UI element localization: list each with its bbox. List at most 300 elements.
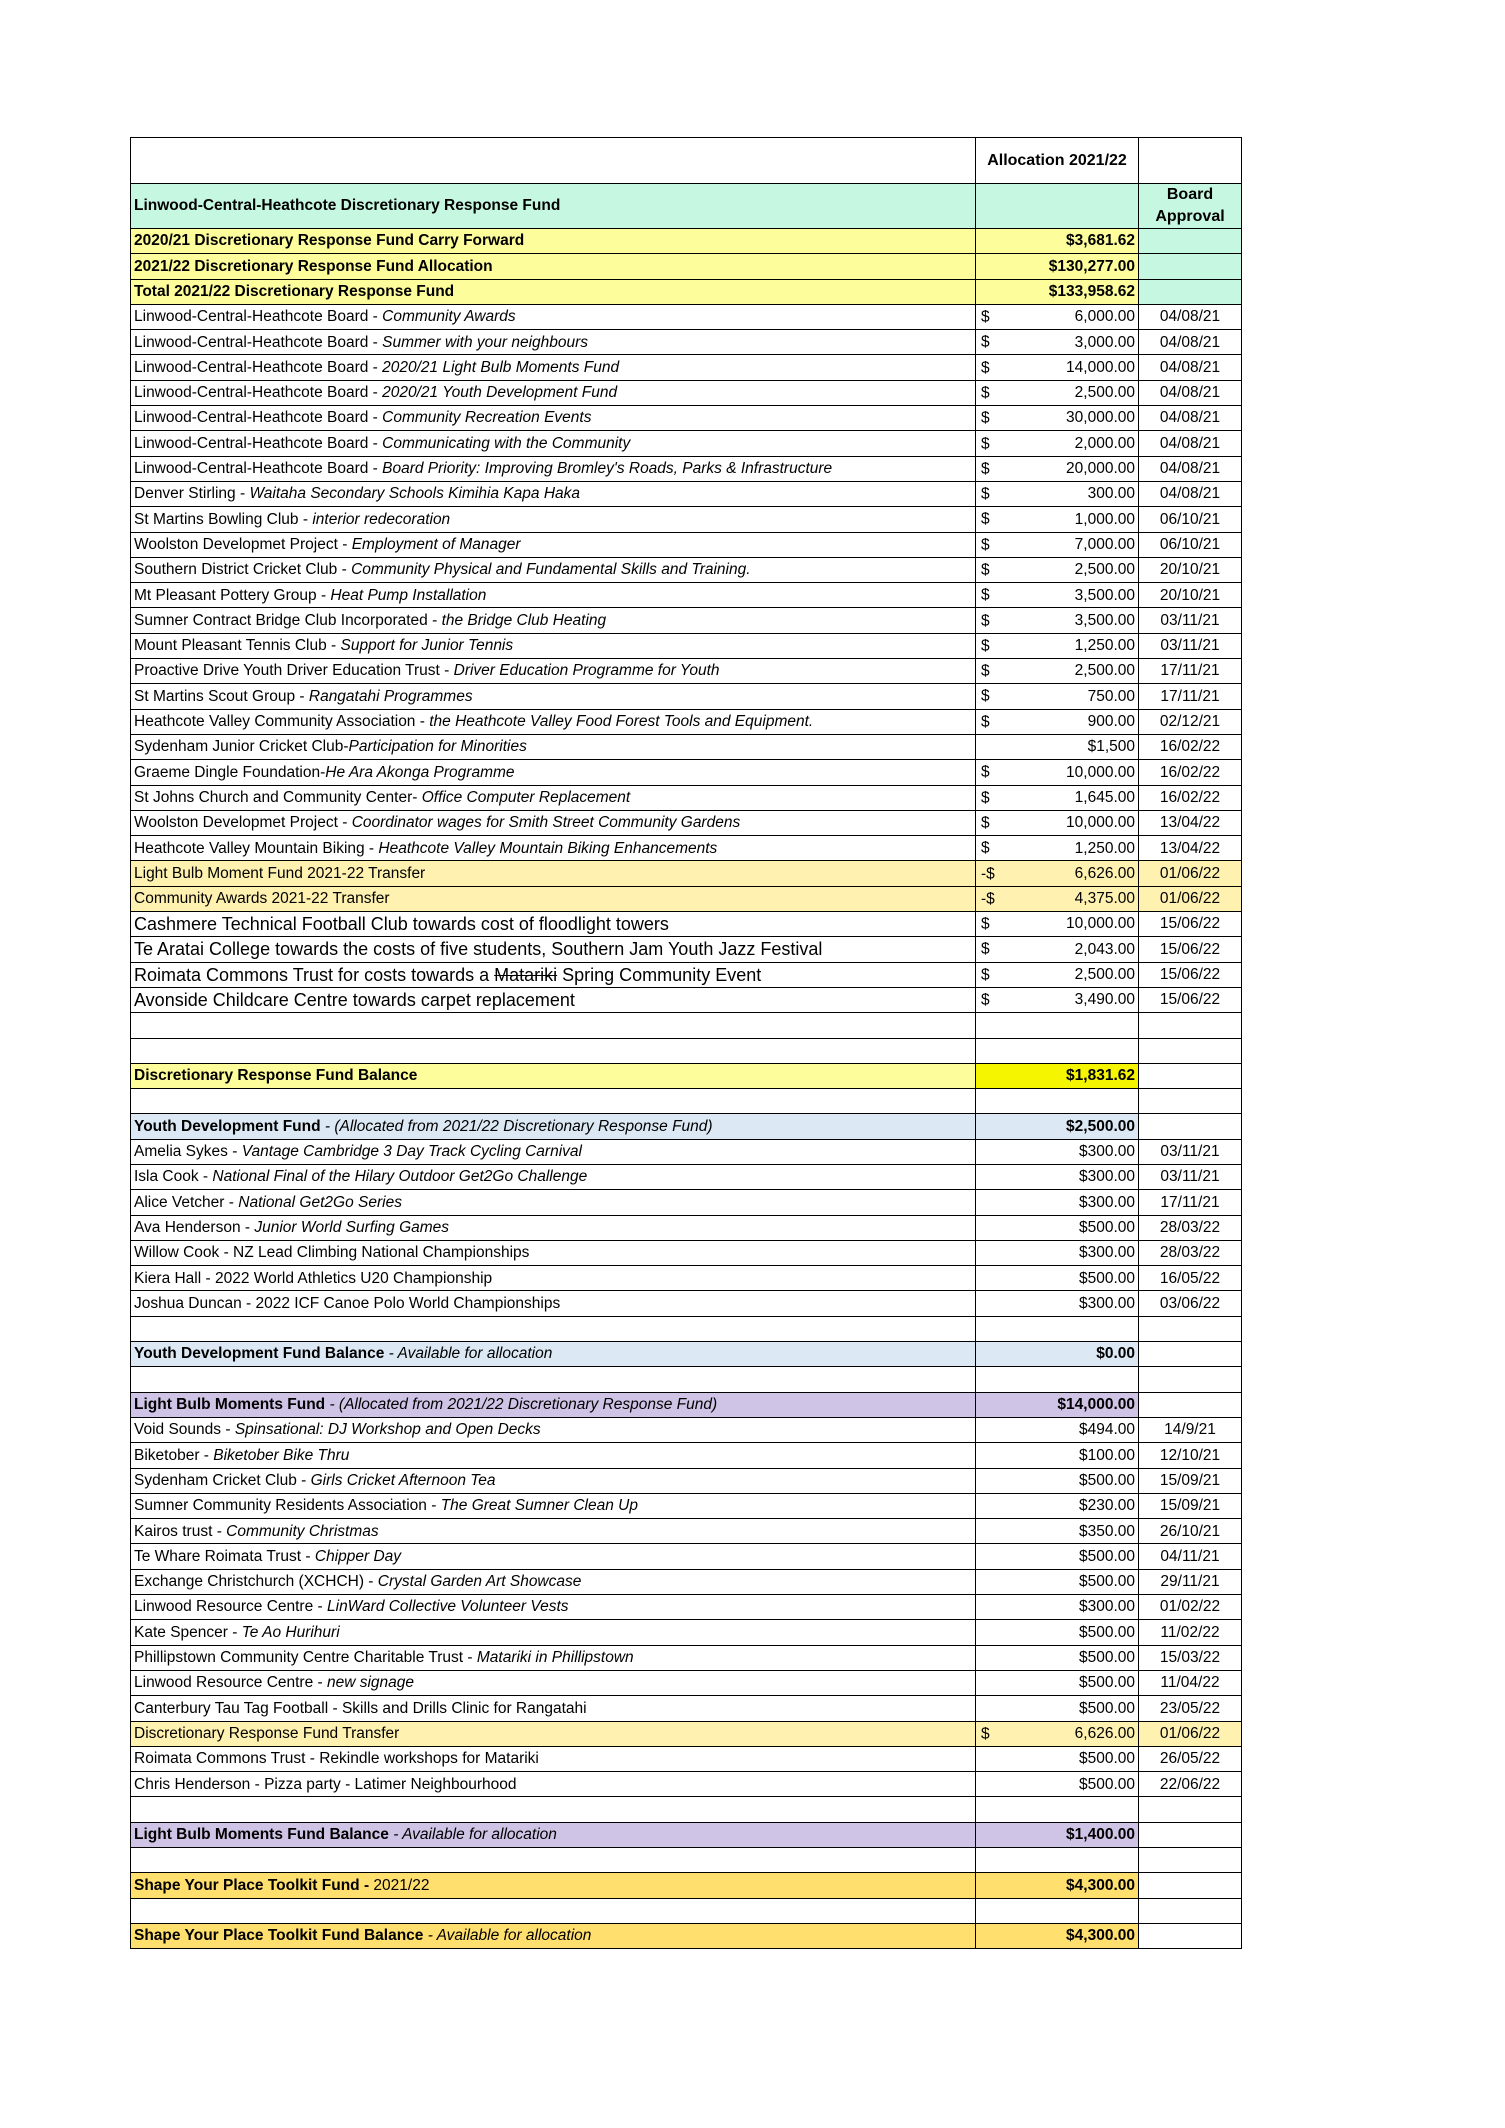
description-cell <box>131 1746 976 1771</box>
grant-separator: - <box>320 763 326 781</box>
amount-cell <box>976 1342 1139 1367</box>
description-cell <box>131 886 976 911</box>
description-cell <box>131 481 976 506</box>
amount-value: $300.00 <box>1078 1598 1135 1616</box>
youth-grant-row <box>131 1139 1242 1164</box>
amount-value: $14,000.00 <box>1057 1396 1135 1414</box>
approval-date-cell <box>1139 1342 1242 1367</box>
description-cell <box>131 659 976 684</box>
amount-cell <box>976 1240 1139 1265</box>
amount-value: $500.00 <box>1078 1623 1135 1641</box>
description-cell <box>131 734 976 759</box>
approval-date-cell: 13/04/22 <box>1139 810 1242 835</box>
lightbulb-grant-row <box>131 1696 1242 1721</box>
approval-date-cell: 17/11/21 <box>1139 1190 1242 1215</box>
currency-symbol: $ <box>981 460 990 478</box>
approval-date-cell <box>1139 1063 1242 1088</box>
grant-description <box>134 965 761 985</box>
grant-separator: - <box>241 1294 256 1312</box>
youth-grant-row <box>131 1240 1242 1265</box>
description-cell <box>131 1923 976 1948</box>
grant-organisation: Linwood-Central-Heathcote Board <box>134 358 369 376</box>
amount-cell <box>976 810 1139 835</box>
description-cell <box>131 1215 976 1240</box>
amount-value: 4,375.00 <box>1074 890 1135 908</box>
approval-date-cell <box>1139 1898 1242 1923</box>
grant-separator: - <box>313 1674 327 1692</box>
grant-separator: - <box>343 738 349 756</box>
grant-row <box>131 532 1242 557</box>
amount-value: 2,500.00 <box>1074 384 1135 402</box>
description-cell <box>131 1544 976 1569</box>
grant-separator: - <box>415 713 430 731</box>
approval-date-cell: 16/02/22 <box>1139 734 1242 759</box>
approval-date-cell: 04/08/21 <box>1139 431 1242 456</box>
amount-cell <box>976 1468 1139 1493</box>
header-blank-date-cell <box>1139 138 1242 184</box>
currency-symbol: $ <box>981 358 990 376</box>
currency-symbol: -$ <box>981 890 995 908</box>
grant-description <box>134 990 575 1010</box>
amount-cell <box>976 1772 1139 1797</box>
grant-separator: - <box>337 561 352 579</box>
recipient-name: Isla Cook <box>134 1168 199 1186</box>
approval-date-cell: 28/03/22 <box>1139 1215 1242 1240</box>
board-approval-header: Board Approval <box>1155 186 1225 225</box>
grant-purpose: Crystal Garden Art Showcase <box>377 1573 582 1591</box>
youth-fund-title: Youth Development Fund <box>134 1117 321 1135</box>
amount-cell <box>976 760 1139 785</box>
grant-purpose: Board Priority: Improving Bromley's Roads, Parks & Infrastructure <box>382 460 833 478</box>
amount-cell <box>976 937 1139 962</box>
description-cell <box>131 1772 976 1797</box>
description-cell <box>131 1367 976 1392</box>
grant-organisation: Linwood-Central-Heathcote Board <box>134 333 369 351</box>
approval-date-cell: 15/06/22 <box>1139 987 1242 1012</box>
description-cell <box>131 229 976 254</box>
grant-row <box>131 355 1242 380</box>
grant-separator: - <box>427 611 442 629</box>
approval-date-cell <box>1139 279 1242 304</box>
approval-date-cell: 26/10/21 <box>1139 1519 1242 1544</box>
description-cell <box>131 937 976 962</box>
amount-cell <box>976 355 1139 380</box>
lightbulb-grant-row <box>131 1772 1242 1797</box>
approval-date-cell <box>1139 1114 1242 1139</box>
grant-separator: - <box>368 308 383 326</box>
amount-cell <box>976 1013 1139 1038</box>
approval-date-cell <box>1139 1089 1242 1114</box>
fund-spreadsheet <box>130 137 1242 1949</box>
grant-separator: - <box>439 662 454 680</box>
description-cell <box>131 1038 976 1063</box>
approval-date-cell: 20/10/21 <box>1139 583 1242 608</box>
amount-cell <box>976 1139 1139 1164</box>
grant-separator: - <box>368 358 383 376</box>
amount-value: $500.00 <box>1078 1547 1135 1565</box>
grant-purpose: Support for Junior Tennis <box>340 637 514 655</box>
description-cell <box>131 912 976 937</box>
amount-value: 2,000.00 <box>1074 434 1135 452</box>
currency-symbol: -$ <box>981 864 995 882</box>
amount-value: $494.00 <box>1078 1421 1135 1439</box>
grant-purpose: Heat Pump Installation <box>330 586 487 604</box>
grant-purpose: 2020/21 Youth Development Fund <box>382 384 618 402</box>
approval-date-cell: 01/06/22 <box>1139 861 1242 886</box>
description-cell <box>131 1190 976 1215</box>
grant-organisation: Mt Pleasant Pottery Group <box>134 586 317 604</box>
grant-row <box>131 557 1242 582</box>
amount-value: 1,250.00 <box>1074 839 1135 857</box>
amount-cell <box>976 1063 1139 1088</box>
amount-value: $2,500.00 <box>1066 1117 1135 1135</box>
description-cell <box>131 608 976 633</box>
approval-date-cell: 04/08/21 <box>1139 406 1242 431</box>
blank-row <box>131 1316 1242 1341</box>
grant-row <box>131 583 1242 608</box>
grant-purpose: LinWard Collective Volunteer Vests <box>327 1598 569 1616</box>
currency-symbol: $ <box>981 687 990 705</box>
amount-cell <box>976 1417 1139 1442</box>
grant-purpose: Girls Cricket Afternoon Tea <box>310 1471 496 1489</box>
grant-row <box>131 431 1242 456</box>
grant-purpose: Matariki in Phillipstown <box>476 1649 634 1667</box>
amount-cell <box>976 1848 1139 1873</box>
description-cell <box>131 1164 976 1189</box>
grant-purpose: Participation for Minorities <box>348 738 527 756</box>
grant-row <box>131 684 1242 709</box>
recipient-name: Kairos trust <box>134 1522 213 1540</box>
grant-organisation: St Martins Scout Group <box>134 687 296 705</box>
grant-separator: - <box>227 1623 242 1641</box>
recipient-name: Joshua Duncan <box>134 1294 242 1312</box>
currency-symbol: $ <box>981 561 990 579</box>
description-cell <box>131 330 976 355</box>
amount-cell <box>976 1645 1139 1670</box>
approval-date-cell: 04/08/21 <box>1139 380 1242 405</box>
youth-grant-row <box>131 1266 1242 1291</box>
grant-purpose: Office Computer Replacement <box>421 788 631 806</box>
amount-value: 10,000.00 <box>1066 915 1135 933</box>
grant-purpose: interior redecoration <box>312 510 451 528</box>
grant-purpose: Rangatahi Programmes <box>308 687 473 705</box>
description-cell <box>131 1240 976 1265</box>
amount-value: $4,300.00 <box>1066 1927 1135 1945</box>
description-cell <box>131 1620 976 1645</box>
grant-purpose: Employment of Manager <box>351 535 521 553</box>
approval-date-cell <box>1139 1013 1242 1038</box>
lightbulb-grant-row <box>131 1544 1242 1569</box>
approval-date-cell: 26/05/22 <box>1139 1746 1242 1771</box>
description-cell <box>131 1721 976 1746</box>
currency-symbol: $ <box>981 485 990 503</box>
grant-purpose: Community Physical and Fundamental Skills and Training. <box>351 561 751 579</box>
recipient-name: Exchange Christchurch (XCHCH) <box>134 1573 364 1591</box>
description-cell <box>131 1316 976 1341</box>
youth-grant-row <box>131 1215 1242 1240</box>
description-cell <box>131 1468 976 1493</box>
grant-organisation: Linwood-Central-Heathcote Board <box>134 460 369 478</box>
transfer-label: Community Awards 2021-22 Transfer <box>134 890 390 908</box>
amount-cell <box>976 659 1139 684</box>
grant-separator: - <box>198 1168 213 1186</box>
grant-organisation: St Martins Bowling Club <box>134 510 299 528</box>
description-cell <box>131 1898 976 1923</box>
approval-date-cell <box>1139 1797 1242 1822</box>
amount-value: 20,000.00 <box>1066 460 1135 478</box>
approval-date-cell: 16/02/22 <box>1139 785 1242 810</box>
shape-fund-header-row <box>131 1873 1242 1898</box>
youth-balance-label: Youth Development Fund Balance <box>134 1345 385 1363</box>
amount-value: $300.00 <box>1078 1244 1135 1262</box>
amount-value: $500.00 <box>1078 1471 1135 1489</box>
grant-purpose: new signage <box>327 1674 415 1692</box>
amount-cell <box>976 836 1139 861</box>
amount-cell <box>976 431 1139 456</box>
amount-value: 3,500.00 <box>1074 586 1135 604</box>
grant-separator: - <box>337 535 352 553</box>
description-cell <box>131 557 976 582</box>
amount-cell <box>976 861 1139 886</box>
grant-separator: - <box>368 384 383 402</box>
currency-symbol: $ <box>981 713 990 731</box>
grant-organisation: Linwood-Central-Heathcote Board <box>134 409 369 427</box>
amount-value: 900.00 <box>1087 713 1135 731</box>
approval-date-cell: 04/08/21 <box>1139 355 1242 380</box>
youth-balance-note: - Available for allocation <box>384 1345 553 1363</box>
recipient-name: Willow Cook <box>134 1244 220 1262</box>
grant-organisation: Graeme Dingle Foundation <box>134 763 321 781</box>
grant-separator: - <box>368 460 383 478</box>
amount-cell <box>976 279 1139 304</box>
description-cell <box>131 1696 976 1721</box>
grant-separator: - <box>219 1244 234 1262</box>
grant-purpose: Vantage Cambridge 3 Day Track Cycling Carnival <box>241 1143 582 1161</box>
lightbulb-grant-row <box>131 1569 1242 1594</box>
grant-separator: - <box>224 1193 239 1211</box>
youth-grant-row <box>131 1190 1242 1215</box>
youth-balance-row <box>131 1342 1242 1367</box>
grant-row <box>131 659 1242 684</box>
description-cell <box>131 1595 976 1620</box>
amount-cell <box>976 987 1139 1012</box>
description-cell <box>131 987 976 1012</box>
grant-purpose: Community Christmas <box>226 1522 379 1540</box>
description-cell <box>131 810 976 835</box>
lightbulb-transfer-row <box>131 1721 1242 1746</box>
grant-organisation: St Johns Church and Community Center <box>134 788 413 806</box>
lightbulb-balance-label: Light Bulb Moments Fund Balance <box>134 1826 389 1844</box>
blank-row <box>131 1797 1242 1822</box>
description-cell <box>131 785 976 810</box>
amount-value: $500.00 <box>1078 1269 1135 1287</box>
grant-purpose: Te Ao Hurihuri <box>241 1623 340 1641</box>
approval-date-cell: 01/02/22 <box>1139 1595 1242 1620</box>
amount-cell <box>976 1114 1139 1139</box>
approval-date-cell: 15/09/21 <box>1139 1493 1242 1518</box>
grant-purpose: National Final of the Hilary Outdoor Get2Go Challenge <box>212 1168 588 1186</box>
grant-purpose: the Bridge Club Heating <box>441 611 607 629</box>
amount-cell <box>976 1291 1139 1316</box>
amount-cell <box>976 1822 1139 1847</box>
struck-word: Matariki <box>494 964 558 985</box>
grant-row <box>131 734 1242 759</box>
currency-symbol: $ <box>981 409 990 427</box>
approval-date-cell: 12/10/21 <box>1139 1443 1242 1468</box>
amount-cell <box>976 1620 1139 1645</box>
amount-cell <box>976 1797 1139 1822</box>
currency-symbol: $ <box>981 940 990 958</box>
fund-title: Linwood-Central-Heathcote Discretionary Response Fund <box>131 184 976 229</box>
grant-row <box>131 330 1242 355</box>
amount-value: 6,000.00 <box>1074 308 1135 326</box>
description-cell <box>131 1848 976 1873</box>
lightbulb-grant-row <box>131 1443 1242 1468</box>
grant-separator: - <box>298 510 313 528</box>
blank-row <box>131 1848 1242 1873</box>
currency-symbol: $ <box>981 915 990 933</box>
amount-value: 1,645.00 <box>1074 788 1135 806</box>
approval-date-cell: 20/10/21 <box>1139 557 1242 582</box>
amount-value: $300.00 <box>1078 1143 1135 1161</box>
amount-cell <box>976 886 1139 911</box>
recipient-name: Chris Henderson <box>134 1775 251 1793</box>
recipient-name: Canterbury Tau Tag Football <box>134 1699 329 1717</box>
amount-value: $500.00 <box>1078 1750 1135 1768</box>
amount-value: $4,300.00 <box>1066 1876 1135 1894</box>
amount-cell <box>976 1367 1139 1392</box>
amount-value: 1,250.00 <box>1074 637 1135 655</box>
amount-cell <box>976 481 1139 506</box>
amount-value: 10,000.00 <box>1066 814 1135 832</box>
amount-cell <box>976 912 1139 937</box>
description-cell <box>131 279 976 304</box>
summary-row <box>131 229 1242 254</box>
grant-purpose: Coordinator wages for Smith Street Community Gardens <box>351 814 741 832</box>
description-cell <box>131 1342 976 1367</box>
blank-row <box>131 1013 1242 1038</box>
description-cell <box>131 709 976 734</box>
grant-purpose: Rekindle workshops for Matariki <box>319 1750 539 1768</box>
amount-value: $500.00 <box>1078 1649 1135 1667</box>
grant-separator: - <box>313 1598 327 1616</box>
recipient-name: Sumner Community Residents Association <box>134 1497 427 1515</box>
amount-value: $500.00 <box>1078 1775 1135 1793</box>
amount-value: $133,958.62 <box>1048 282 1135 300</box>
grant-separator: - <box>368 333 383 351</box>
shape-balance-label: Shape Your Place Toolkit Fund Balance <box>134 1927 424 1945</box>
grant-purpose: 2022 ICF Canoe Polo World Championships <box>255 1294 561 1312</box>
grant-separator: - <box>199 1446 214 1464</box>
description-cell <box>131 1139 976 1164</box>
description-cell <box>131 1443 976 1468</box>
approval-date-cell: 04/11/21 <box>1139 1544 1242 1569</box>
approval-date-cell <box>1139 1392 1242 1417</box>
currency-symbol: $ <box>981 308 990 326</box>
approval-date-cell <box>1139 1367 1242 1392</box>
amount-cell <box>976 254 1139 279</box>
approval-date-cell: 03/06/22 <box>1139 1291 1242 1316</box>
amount-cell <box>976 1670 1139 1695</box>
grant-purpose: Junior World Surfing Games <box>254 1218 450 1236</box>
amount-value: $350.00 <box>1078 1522 1135 1540</box>
shape-fund-title: Shape Your Place Toolkit Fund - <box>134 1876 374 1894</box>
amount-value: 7,000.00 <box>1074 535 1135 553</box>
description-cell <box>131 1291 976 1316</box>
drf-balance-row <box>131 1063 1242 1088</box>
drf-balance-label: Discretionary Response Fund Balance <box>134 1067 418 1085</box>
grant-purpose: Heathcote Valley Mountain Biking Enhancements <box>378 839 718 857</box>
lightbulb-balance-note: - Available for allocation <box>388 1826 557 1844</box>
description-cell <box>131 380 976 405</box>
grant-text: Roimata Commons Trust for costs towards a <box>134 964 495 985</box>
grant-purpose: Community Recreation Events <box>382 409 592 427</box>
approval-date-cell: 13/04/22 <box>1139 836 1242 861</box>
lightbulb-grant-row <box>131 1670 1242 1695</box>
amount-cell <box>976 1569 1139 1594</box>
approval-date-cell: 04/08/21 <box>1139 304 1242 329</box>
grant-purpose: 2020/21 Light Bulb Moments Fund <box>382 358 620 376</box>
approval-date-cell <box>1139 1038 1242 1063</box>
currency-symbol: $ <box>981 662 990 680</box>
blank-row <box>131 1898 1242 1923</box>
grant-separator: - <box>240 1218 255 1236</box>
grant-organisation: Sydenham Junior Cricket Club <box>134 738 344 756</box>
allocation-header: Allocation 2021/22 <box>976 138 1139 184</box>
currency-symbol: $ <box>981 535 990 553</box>
grant-separator: - <box>201 1269 215 1287</box>
grant-purpose: Driver Education Programme for Youth <box>453 662 720 680</box>
grant-separator: - <box>301 1547 315 1565</box>
currency-symbol: $ <box>981 1724 990 1742</box>
grant-separator: - <box>368 409 383 427</box>
grant-row <box>131 810 1242 835</box>
amount-value: 2,500.00 <box>1074 662 1135 680</box>
approval-date-cell: 14/9/21 <box>1139 1417 1242 1442</box>
amount-value: 6,626.00 <box>1074 864 1135 882</box>
approval-date-cell: 15/06/22 <box>1139 937 1242 962</box>
grant-row <box>131 937 1242 962</box>
grant-row <box>131 456 1242 481</box>
summary-row <box>131 279 1242 304</box>
description-cell <box>131 962 976 987</box>
lightbulb-grant-row <box>131 1417 1242 1442</box>
approval-date-cell: 11/04/22 <box>1139 1670 1242 1695</box>
currency-symbol: $ <box>981 814 990 832</box>
amount-cell <box>976 1595 1139 1620</box>
grant-separator: - <box>364 1573 378 1591</box>
summary-label: Total 2021/22 Discretionary Response Fund <box>134 282 455 300</box>
amount-cell <box>976 1215 1139 1240</box>
grant-organisation: Mount Pleasant Tennis Club <box>134 637 327 655</box>
amount-value: $500.00 <box>1078 1218 1135 1236</box>
amount-value: 2,043.00 <box>1074 940 1135 958</box>
amount-value: 2,500.00 <box>1074 561 1135 579</box>
currency-symbol: $ <box>981 966 990 983</box>
amount-value: $500.00 <box>1078 1674 1135 1692</box>
amount-cell <box>976 304 1139 329</box>
amount-value: $130,277.00 <box>1048 257 1135 275</box>
description-cell <box>131 861 976 886</box>
lightbulb-grant-row <box>131 1493 1242 1518</box>
currency-symbol: $ <box>981 434 990 452</box>
currency-symbol: $ <box>981 510 990 528</box>
youth-grant-row <box>131 1291 1242 1316</box>
amount-cell <box>976 734 1139 759</box>
approval-date-cell: 15/06/22 <box>1139 912 1242 937</box>
amount-cell <box>976 1721 1139 1746</box>
grant-purpose: The Great Sumner Clean Up <box>440 1497 638 1515</box>
